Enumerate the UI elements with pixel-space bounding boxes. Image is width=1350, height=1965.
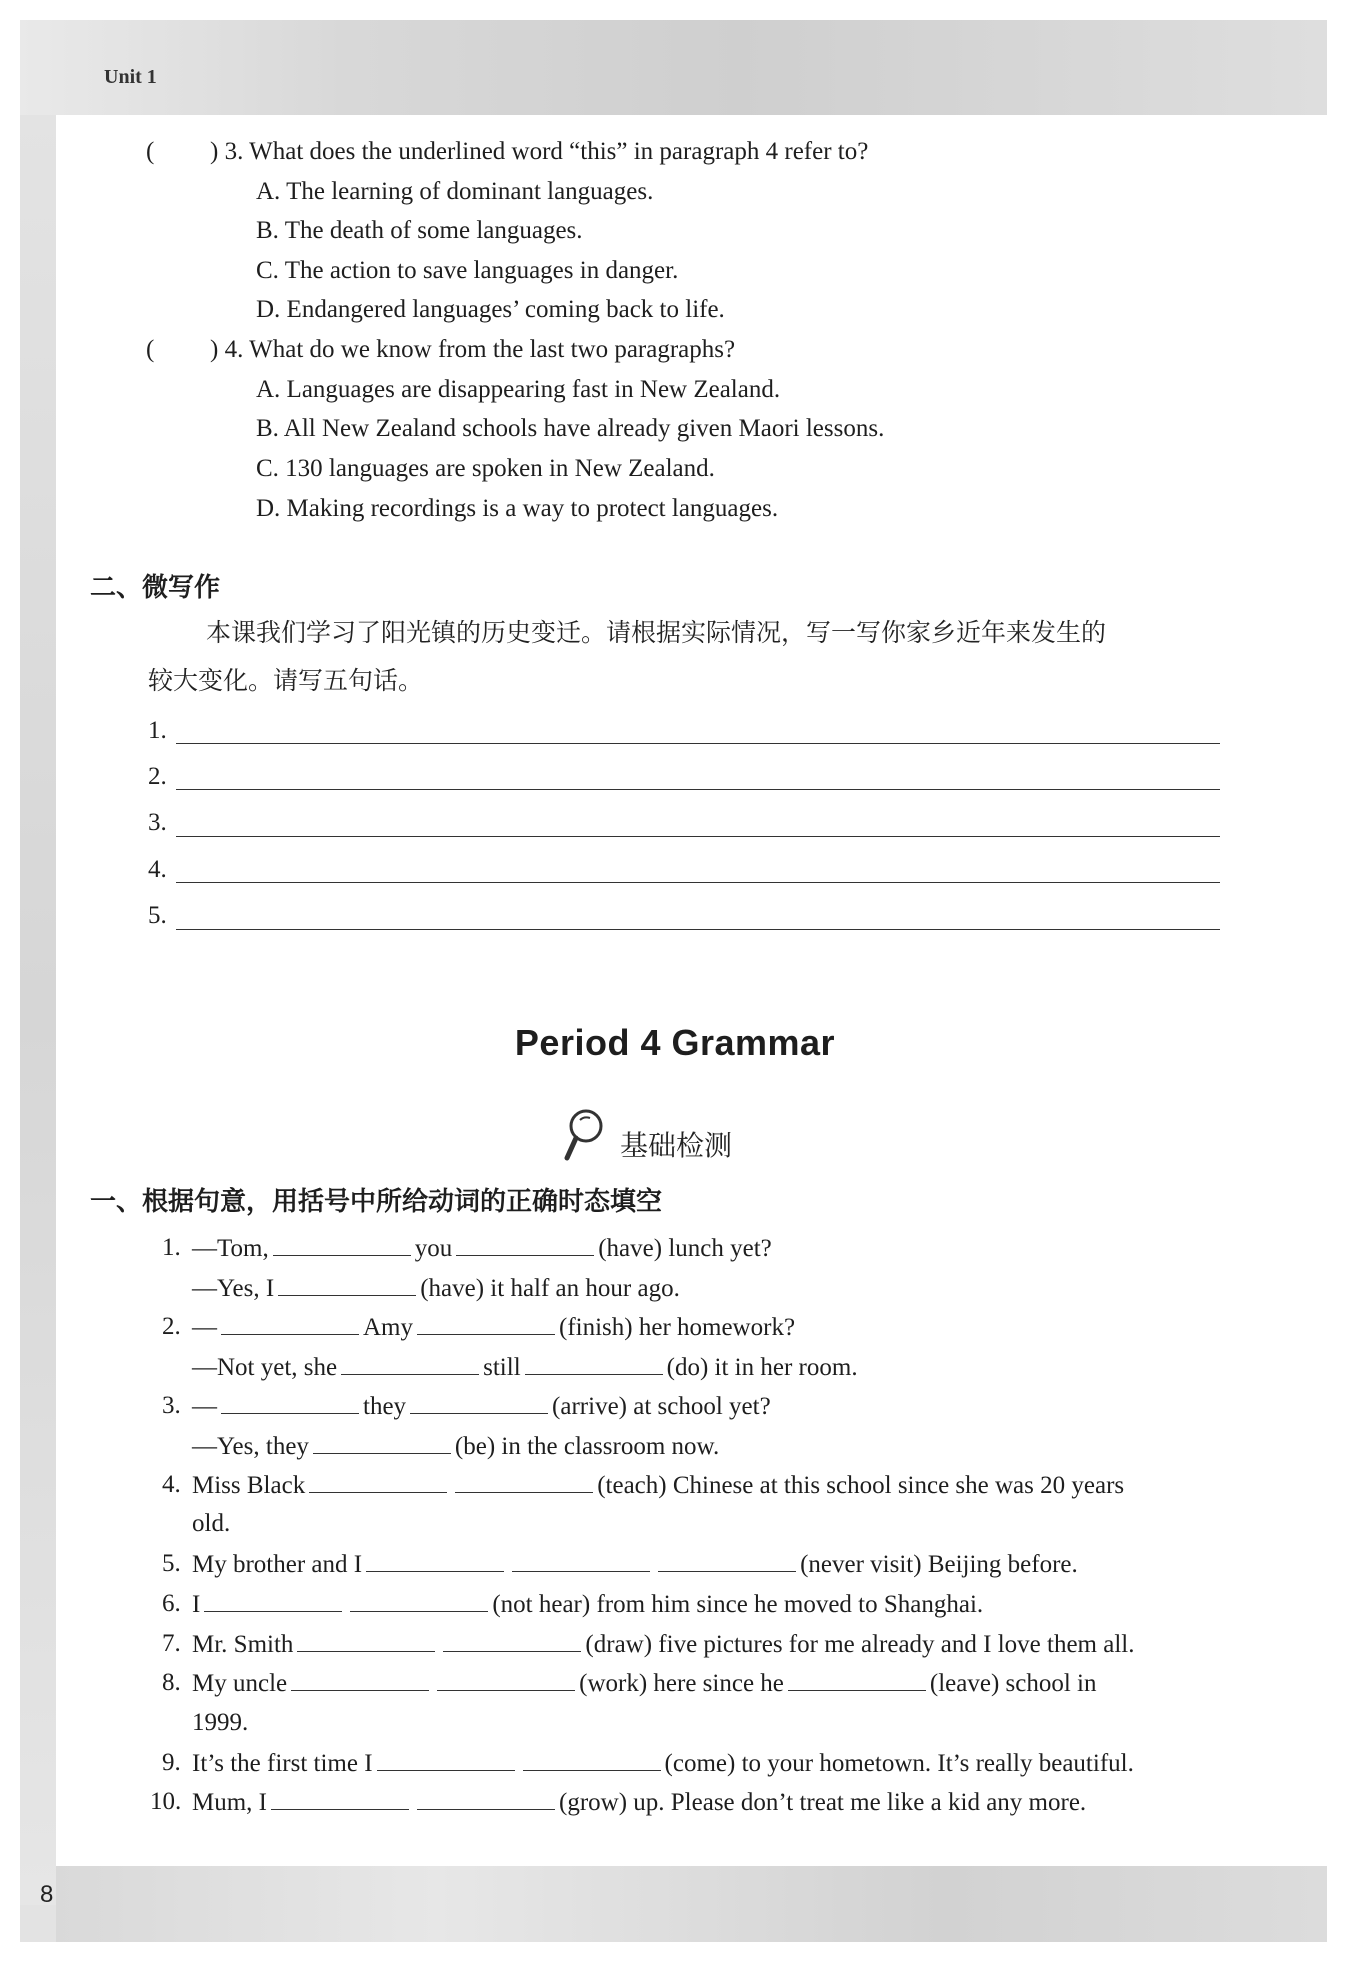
grammar-item-line — [192, 1549, 1078, 1580]
fill-blank[interactable] — [377, 1748, 515, 1771]
item-text: (never visit) Beijing before. — [800, 1551, 1078, 1578]
item-text: It’s the first time I — [192, 1750, 373, 1777]
fill-blank[interactable] — [350, 1589, 488, 1612]
writing-line[interactable] — [176, 882, 1220, 883]
item-text: —Not yet, she — [192, 1354, 338, 1381]
question-option: A. Languages are disappearing fast in New Zealand. — [256, 376, 781, 403]
writing-line-number: 1. — [148, 717, 167, 744]
period-subtitle: 基础检测 — [620, 1129, 733, 1162]
fill-blank[interactable] — [443, 1629, 581, 1652]
writing-line-number: 4. — [148, 856, 167, 883]
fill-blank[interactable] — [297, 1629, 435, 1652]
item-text: (do) it in her room. — [666, 1354, 858, 1381]
fill-blank[interactable] — [221, 1391, 359, 1414]
item-text: —Tom, — [192, 1235, 269, 1262]
grammar-item-line — [192, 1312, 795, 1343]
answer-paren: ( — [146, 138, 155, 165]
header-band — [20, 20, 1327, 115]
item-text: you — [414, 1235, 453, 1262]
grammar-item-line — [192, 1668, 1097, 1699]
fill-blank[interactable] — [366, 1549, 504, 1572]
fill-blank[interactable] — [278, 1273, 416, 1296]
grammar-item-line — [192, 1431, 719, 1462]
question-option: C. The action to save languages in danger. — [256, 257, 679, 284]
item-text: — — [192, 1393, 217, 1420]
item-text: (leave) school in — [929, 1670, 1097, 1697]
item-text: (draw) five pictures for me already and I love them all. — [585, 1631, 1135, 1658]
question-option: B. All New Zealand schools have already given Maori lessons. — [256, 415, 885, 442]
question-stem: ) 3. What does the underlined word “this” in paragraph 4 refer to? — [210, 138, 869, 165]
micro-writing-instruction: 本课我们学习了阳光镇的历史变迁。请根据实际情况，写一写你家乡近年来发生的 — [206, 618, 1107, 647]
item-number: 5. — [162, 1550, 181, 1577]
writing-line[interactable] — [176, 929, 1220, 930]
grammar-item-line: old. — [192, 1510, 231, 1537]
unit-label: Unit 1 — [104, 66, 157, 88]
writing-line[interactable] — [176, 743, 1220, 744]
question-stem: ) 4. What do we know from the last two paragraphs? — [210, 336, 736, 363]
fill-blank[interactable] — [523, 1748, 661, 1771]
item-number: 8. — [162, 1669, 181, 1696]
item-text: (work) here since he — [579, 1670, 784, 1697]
item-text: —Yes, they — [192, 1433, 309, 1460]
writing-line-number: 5. — [148, 902, 167, 929]
item-text: still — [483, 1354, 521, 1381]
footer-band — [56, 1866, 1327, 1942]
answer-paren: ( — [146, 336, 155, 363]
grammar-item-line — [192, 1787, 1086, 1818]
item-text: (finish) her homework? — [559, 1314, 796, 1341]
item-number: 9. — [162, 1749, 181, 1776]
fill-blank[interactable] — [221, 1312, 359, 1335]
grammar-heading: 一、根据句意，用括号中所给动词的正确时态填空 — [90, 1187, 663, 1217]
fill-blank[interactable] — [658, 1549, 796, 1572]
item-text: — — [192, 1314, 217, 1341]
item-text: Miss Black — [192, 1472, 306, 1499]
item-text: they — [363, 1393, 407, 1420]
grammar-item-line — [192, 1629, 1135, 1660]
item-text: —Yes, I — [192, 1275, 275, 1302]
question-option: B. The death of some languages. — [256, 217, 583, 244]
grammar-item-line — [192, 1352, 858, 1383]
item-text: (come) to your hometown. It’s really beautiful. — [664, 1750, 1134, 1777]
question-option: D. Endangered languages’ coming back to life. — [256, 296, 725, 323]
fill-blank[interactable] — [313, 1431, 451, 1454]
item-text: I — [192, 1591, 201, 1618]
item-number: 6. — [162, 1590, 181, 1617]
question-option: A. The learning of dominant languages. — [256, 178, 654, 205]
fill-blank[interactable] — [512, 1549, 650, 1572]
fill-blank[interactable] — [309, 1470, 447, 1493]
page-number: 8 — [40, 1881, 54, 1908]
writing-line-number: 2. — [148, 763, 167, 790]
grammar-item-line — [192, 1233, 772, 1264]
item-text: My brother and I — [192, 1551, 363, 1578]
grammar-item-line: 1999. — [192, 1709, 249, 1736]
fill-blank[interactable] — [410, 1391, 548, 1414]
fill-blank[interactable] — [525, 1352, 663, 1375]
fill-blank[interactable] — [455, 1470, 593, 1493]
item-text: Amy — [363, 1314, 413, 1341]
fill-blank[interactable] — [417, 1787, 555, 1810]
item-number: 7. — [162, 1630, 181, 1657]
fill-blank[interactable] — [291, 1668, 429, 1691]
item-text: Mr. Smith — [192, 1631, 294, 1658]
fill-blank[interactable] — [271, 1787, 409, 1810]
writing-line[interactable] — [176, 836, 1220, 837]
item-text: My uncle — [192, 1670, 288, 1697]
item-text: (have) lunch yet? — [598, 1235, 772, 1262]
question-option: C. 130 languages are spoken in New Zealand. — [256, 455, 715, 482]
left-margin-strip — [20, 115, 56, 1905]
grammar-item-line — [192, 1748, 1134, 1779]
magnifier-icon — [560, 1106, 608, 1164]
item-text: (teach) Chinese at this school since she was 20 years — [597, 1472, 1125, 1499]
footer-corner — [20, 1905, 56, 1942]
writing-line[interactable] — [176, 789, 1220, 790]
period-title: Period 4 Grammar — [514, 1022, 836, 1063]
item-text: (have) it half an hour ago. — [420, 1275, 680, 1302]
micro-writing-instruction-cont: 较大变化。请写五句话。 — [148, 666, 424, 695]
fill-blank[interactable] — [437, 1668, 575, 1691]
item-text: (not hear) from him since he moved to Shanghai. — [492, 1591, 984, 1618]
item-text: (be) in the classroom now. — [454, 1433, 720, 1460]
grammar-item-line — [192, 1470, 1124, 1501]
fill-blank[interactable] — [788, 1668, 926, 1691]
writing-line-number: 3. — [148, 809, 167, 836]
grammar-item-line — [192, 1273, 680, 1304]
fill-blank[interactable] — [204, 1589, 342, 1612]
item-text: (arrive) at school yet? — [552, 1393, 771, 1420]
fill-blank[interactable] — [341, 1352, 479, 1375]
fill-blank[interactable] — [456, 1233, 594, 1256]
question-option: D. Making recordings is a way to protect languages. — [256, 495, 779, 522]
item-number: 4. — [162, 1471, 181, 1498]
item-number: 3. — [162, 1392, 181, 1419]
fill-blank[interactable] — [417, 1312, 555, 1335]
grammar-item-line — [192, 1589, 983, 1620]
item-number: 1. — [162, 1234, 181, 1261]
item-number: 2. — [162, 1313, 181, 1340]
item-number: 10. — [150, 1788, 182, 1815]
micro-writing-heading: 二、微写作 — [90, 573, 221, 603]
fill-blank[interactable] — [273, 1233, 411, 1256]
item-text: (grow) up. Please don’t treat me like a kid any more. — [559, 1789, 1087, 1816]
item-text: Mum, I — [192, 1789, 267, 1816]
grammar-item-line — [192, 1391, 771, 1422]
